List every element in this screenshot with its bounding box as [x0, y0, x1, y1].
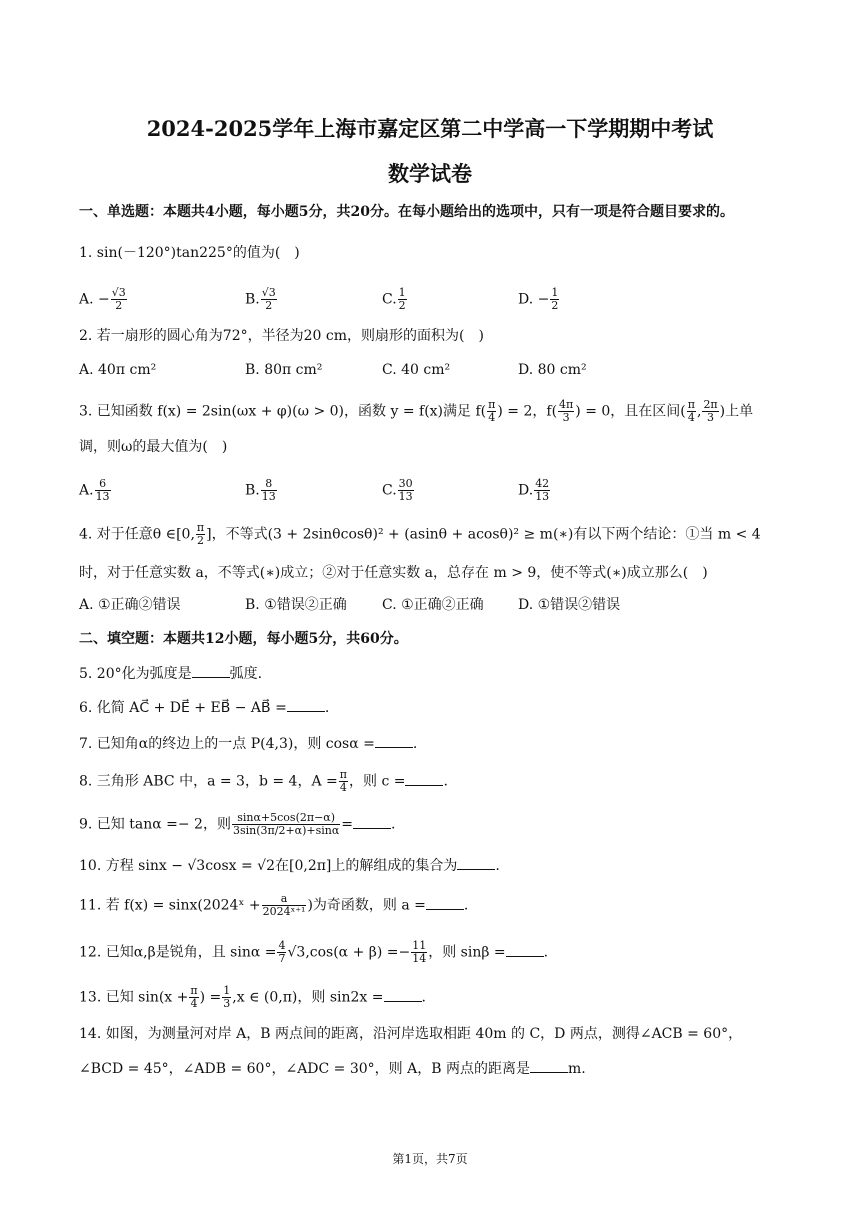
- page-footer: 第1页，共7页: [392, 1152, 468, 1166]
- answer-blank: [375, 733, 413, 748]
- q3-option-b: B. $\frac{8}{13}$: [245, 477, 276, 503]
- answer-blank: [426, 895, 464, 910]
- answer-blank: [506, 942, 544, 957]
- answer-blank: [192, 663, 230, 678]
- q2-option-d: D. 80 cm²: [518, 362, 587, 378]
- q4-option-d: D. ①错误②错误: [518, 597, 621, 613]
- section-single-choice: 一、单选题：本题共4小题，每小题5分，共20分。在每小题给出的选项中，只有一项是符合题目要求的。: [79, 204, 734, 220]
- q1-option-c: C. $\frac{1}{2}$: [382, 286, 406, 312]
- q2-option-b: B. 80π cm²: [245, 362, 323, 378]
- fraction: $\frac{1}{2}$: [398, 286, 406, 312]
- fraction: $\frac{√3}{2}$: [261, 286, 276, 312]
- answer-blank: [353, 814, 391, 829]
- question-14-line-2: ∠BCD = 45°，∠ADB = 60°，∠ADC = 30°，则 A，B 两点的距离是 m.: [79, 1058, 586, 1079]
- question-1: 1. sin(－120°)tan225°的值为( ): [79, 245, 300, 261]
- question-4-line-1: 4. 对于任意θ ∈[0, $\frac{\pi}{2}$ ]，不等式(3 + 2sinθcosθ)² + (asinθ + acosθ)² ≥ m(∗)有以下两个结论：①当 m < 4: [79, 521, 761, 547]
- answer-blank: [287, 697, 325, 712]
- question-10: 10. 方程 sinx − √3cosx = √2在[0,2π]上的解组成的集合为 .: [79, 855, 500, 876]
- q3-option-d: D. $\frac{42}{13}$: [518, 477, 550, 503]
- q4-option-c: C. ①正确②正确: [382, 597, 484, 613]
- question-3-line-1: 3. 已知函数 f(x) = 2sin(ωx + φ)(ω > 0)，函数 y = f(x)满足 f( $\frac{\pi}{4}$ ) = 2，f( $\frac{4\pi}{3}$ ) = 0，且在区间( $\frac{\pi}{4}$ , $\frac{2\pi}{3}$ )上单: [79, 398, 754, 424]
- q1-option-a: A. − $\frac{√3}{2}$: [79, 286, 126, 312]
- answer-blank: [405, 771, 443, 786]
- q4-option-b: B. ①错误②正确: [245, 597, 347, 613]
- q1-option-d: D. − $\frac{1}{2}$: [518, 286, 559, 312]
- question-13: 13. 已知 sin(x + $\frac{\pi}{4}$ ) = $\frac{1}{3}$ ,x ∈ (0,π)，则 sin2x = .: [79, 984, 426, 1010]
- answer-blank: [384, 987, 422, 1002]
- question-9: 9. 已知 tanα =− 2，则 $\frac{\sin\alpha+5\cos(2\pi-\alpha)}{3\sin(3\pi/2+\alpha)+\sin\alpha}$ = .: [79, 811, 396, 837]
- exam-title: 2024-2025学年上海市嘉定区第二中学高一下学期期中考试: [146, 116, 714, 141]
- question-12: 12. 已知α,β是锐角，且 sinα = $\frac{4}{7}$ √3,cos(α + β) =− $\frac{11}{14}$ ，则 sinβ = .: [79, 939, 549, 965]
- exam-subtitle: 数学试卷: [388, 161, 472, 186]
- section-fill-in: 二、填空题：本题共12小题，每小题5分，共60分。: [79, 631, 408, 647]
- fraction: $\frac{√3}{2}$: [111, 286, 126, 312]
- question-3-line-2: 调，则ω的最大值为( ): [79, 439, 228, 455]
- q2-option-c: C. 40 cm²: [382, 362, 451, 378]
- question-14-line-1: 14. 如图，为测量河对岸 A，B 两点间的距离，沿河岸选取相距 40m 的 C，D 两点，测得∠ACB = 60°，: [79, 1026, 743, 1042]
- fraction: $\frac{1}{2}$: [551, 286, 559, 312]
- question-2: 2. 若一扇形的圆心角为72°，半径为20 cm，则扇形的面积为( ): [79, 328, 484, 344]
- q1-option-b: B. $\frac{√3}{2}$: [245, 286, 276, 312]
- question-6: 6. 化简 AC⃗ + DE⃗ + EB⃗ − AB⃗ = .: [79, 697, 329, 718]
- question-5: 5. 20°化为弧度是 弧度.: [79, 663, 262, 684]
- question-11: 11. 若 f(x) = sinx(2024ˣ + $\frac{a}{\text{2024ˣ⁺¹}}$ )为奇函数，则 a = .: [79, 892, 469, 918]
- question-8: 8. 三角形 ABC 中，a = 3，b = 4，A = $\frac{\pi}{4}$ ，则 c = .: [79, 768, 448, 794]
- q4-option-a: A. ①正确②错误: [79, 597, 181, 613]
- question-7: 7. 已知角α的终边上的一点 P(4,3)，则 cosα = .: [79, 733, 417, 754]
- q3-option-c: C. $\frac{30}{13}$: [382, 477, 413, 503]
- question-4-line-2: 时，对于任意实数 a，不等式(∗)成立；②对于任意实数 a，总存在 m > 9，使不等式(∗)成立那么( ): [79, 565, 708, 581]
- answer-blank: [457, 855, 495, 870]
- q3-option-a: A. $\frac{6}{13}$: [79, 477, 110, 503]
- answer-blank: [530, 1058, 568, 1073]
- q2-option-a: A. 40π cm²: [79, 362, 157, 378]
